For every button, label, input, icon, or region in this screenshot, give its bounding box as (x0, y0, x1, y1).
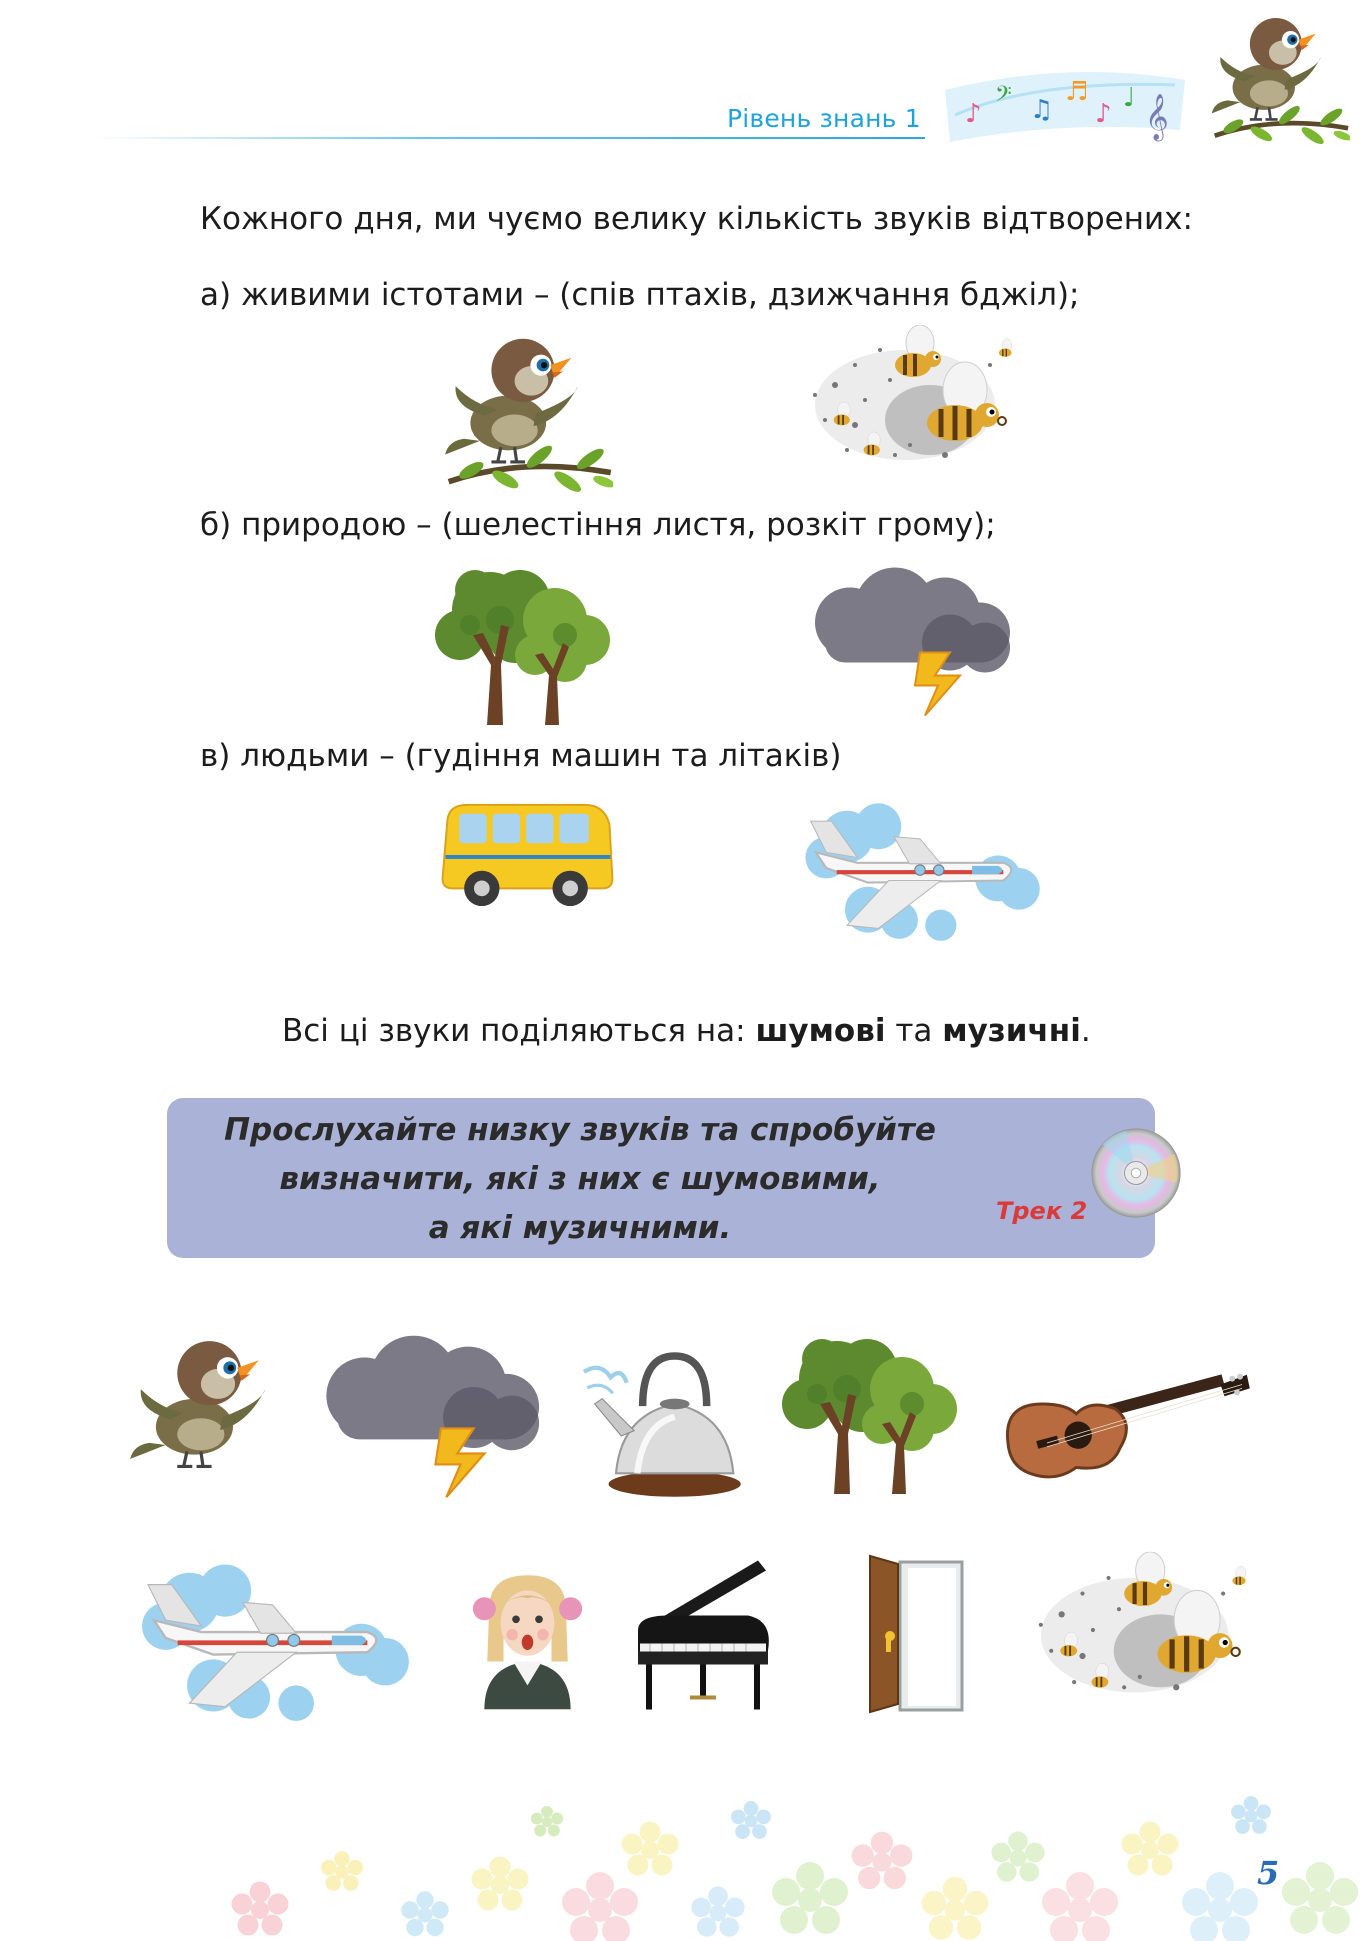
track-label: Трек 2 (996, 1197, 1088, 1225)
nature-line: б) природою – (шелестіння листя, розкіт грому); (200, 507, 996, 543)
page-number: 5 (1257, 1854, 1280, 1892)
cd-icon[interactable] (1088, 1125, 1184, 1221)
singing-girl-icon (470, 1565, 585, 1710)
thundercloud-icon (310, 1335, 550, 1500)
summary-text (282, 1013, 1091, 1049)
intro-text: Кожного дня, ми чуємо велику кількість звуків відтворених: (200, 201, 1193, 237)
summary-prefix: Всі ці звуки поділяються на: (282, 1013, 756, 1049)
task-line-3: а які музичними. (428, 1210, 732, 1246)
bees-icon (795, 325, 1035, 475)
bird-icon (128, 1325, 278, 1475)
bird-on-branch-icon (1210, 5, 1350, 145)
task-text (200, 1106, 960, 1253)
thundercloud-icon (800, 565, 1020, 720)
noise-term: шумові (755, 1013, 886, 1049)
summary-suffix: . (1080, 1013, 1091, 1049)
airplane-icon (795, 795, 1045, 941)
bird-icon (440, 323, 616, 493)
kettle-icon (578, 1340, 750, 1500)
tree-icon (435, 565, 615, 725)
grand-piano-icon (628, 1553, 778, 1718)
living-beings-line: а) живими істотами – (спів птахів, дзижчання бджіл); (200, 277, 1080, 313)
music-term: музичні (942, 1013, 1081, 1049)
door-icon (850, 1550, 970, 1718)
music-notes-icon (945, 60, 1185, 142)
bees-icon (1020, 1550, 1270, 1710)
summary-middle: та (885, 1013, 943, 1049)
airplane-icon (130, 1555, 415, 1721)
task-line-2: визначити, які з них є шумовими, (279, 1161, 881, 1197)
guitar-icon (998, 1365, 1252, 1482)
bus-icon (437, 800, 615, 908)
level-title: Рівень знань 1 (727, 104, 921, 133)
people-line: в) людьми – (гудіння машин та літаків) (200, 738, 842, 774)
tree-icon (782, 1328, 962, 1500)
header-rule (95, 137, 925, 139)
flower-decoration (0, 1760, 1362, 1941)
task-line-1: Прослухайте низку звуків та спробуйте (224, 1112, 936, 1148)
